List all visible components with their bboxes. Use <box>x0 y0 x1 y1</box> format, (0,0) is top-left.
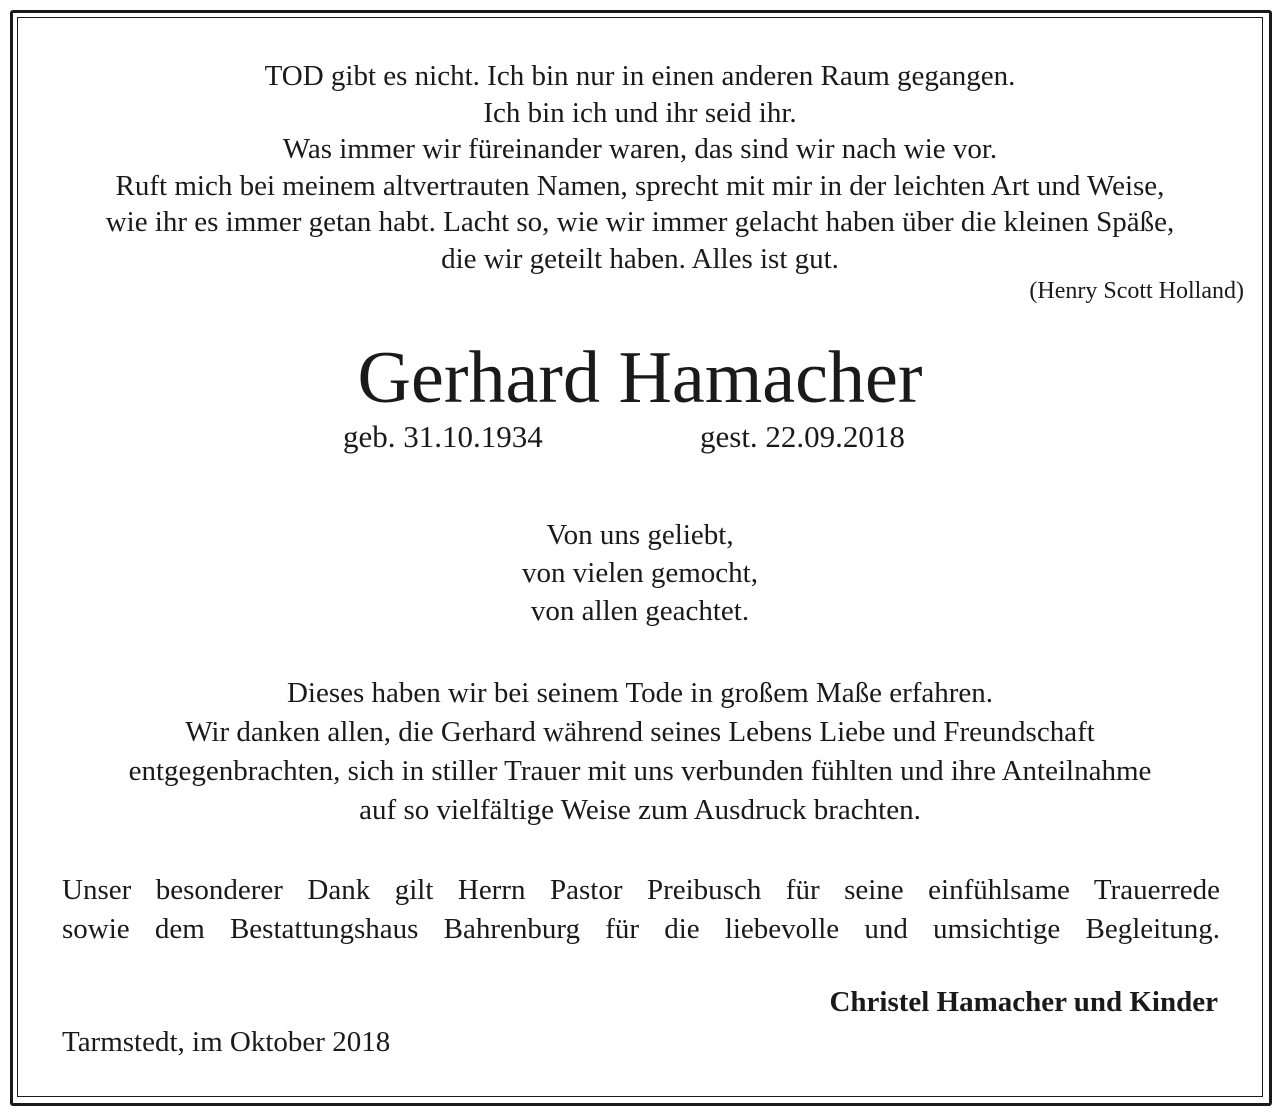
signature: Christel Hamacher und Kinder <box>829 986 1218 1018</box>
thanks-line: entgegenbrachten, sich in stiller Trauer mit uns verbunden fühlten und ihre Anteilnahme <box>128 755 1152 787</box>
special-thanks-line: Unser besonderer Dank gilt Herrn Pastor Preibusch für seine einfühlsame Trauerrede <box>62 874 1220 906</box>
deceased-name: Gerhard Hamacher <box>357 337 923 419</box>
thanks-block <box>40 674 1240 830</box>
poem-line: Von uns geliebt, <box>546 519 734 551</box>
special-thanks-block <box>62 871 1220 949</box>
poem-line: von allen geachtet. <box>530 595 750 627</box>
poem-block <box>0 516 1280 630</box>
birth-date: geb. 31.10.1934 <box>343 419 543 454</box>
quote-block <box>30 58 1250 277</box>
thanks-line: Wir danken allen, die Gerhard während seines Lebens Liebe und Freundschaft <box>185 716 1095 748</box>
thanks-line: Dieses haben wir bei seinem Tode in großem Maße erfahren. <box>286 677 994 709</box>
quote-line: TOD gibt es nicht. Ich bin nur in einen anderen Raum gegangen. <box>264 60 1016 92</box>
quote-line: wie ihr es immer getan habt. Lacht so, wie wir immer gelacht haben über die kleinen Späße, <box>105 206 1175 238</box>
quote-line: Was immer wir füreinander waren, das sind wir nach wie vor. <box>282 133 998 165</box>
special-thanks-line: sowie dem Bestattungshaus Bahrenburg für die liebevolle und umsichtige Begleitung. <box>62 913 1220 945</box>
poem-line: von vielen gemocht, <box>522 557 758 589</box>
quote-line: Ruft mich bei meinem altvertrauten Namen, sprecht mit mir in der leichten Art und Weise, <box>115 169 1165 202</box>
thanks-line: auf so vielfältige Weise zum Ausdruck brachten. <box>359 794 921 826</box>
quote-line: Ich bin ich und ihr seid ihr. <box>483 96 797 129</box>
quote-attribution: (Henry Scott Holland) <box>1029 278 1244 304</box>
place-date: Tarmstedt, im Oktober 2018 <box>62 1026 391 1058</box>
death-date: gest. 22.09.2018 <box>700 419 905 454</box>
quote-line: die wir geteilt haben. Alles ist gut. <box>441 242 839 275</box>
